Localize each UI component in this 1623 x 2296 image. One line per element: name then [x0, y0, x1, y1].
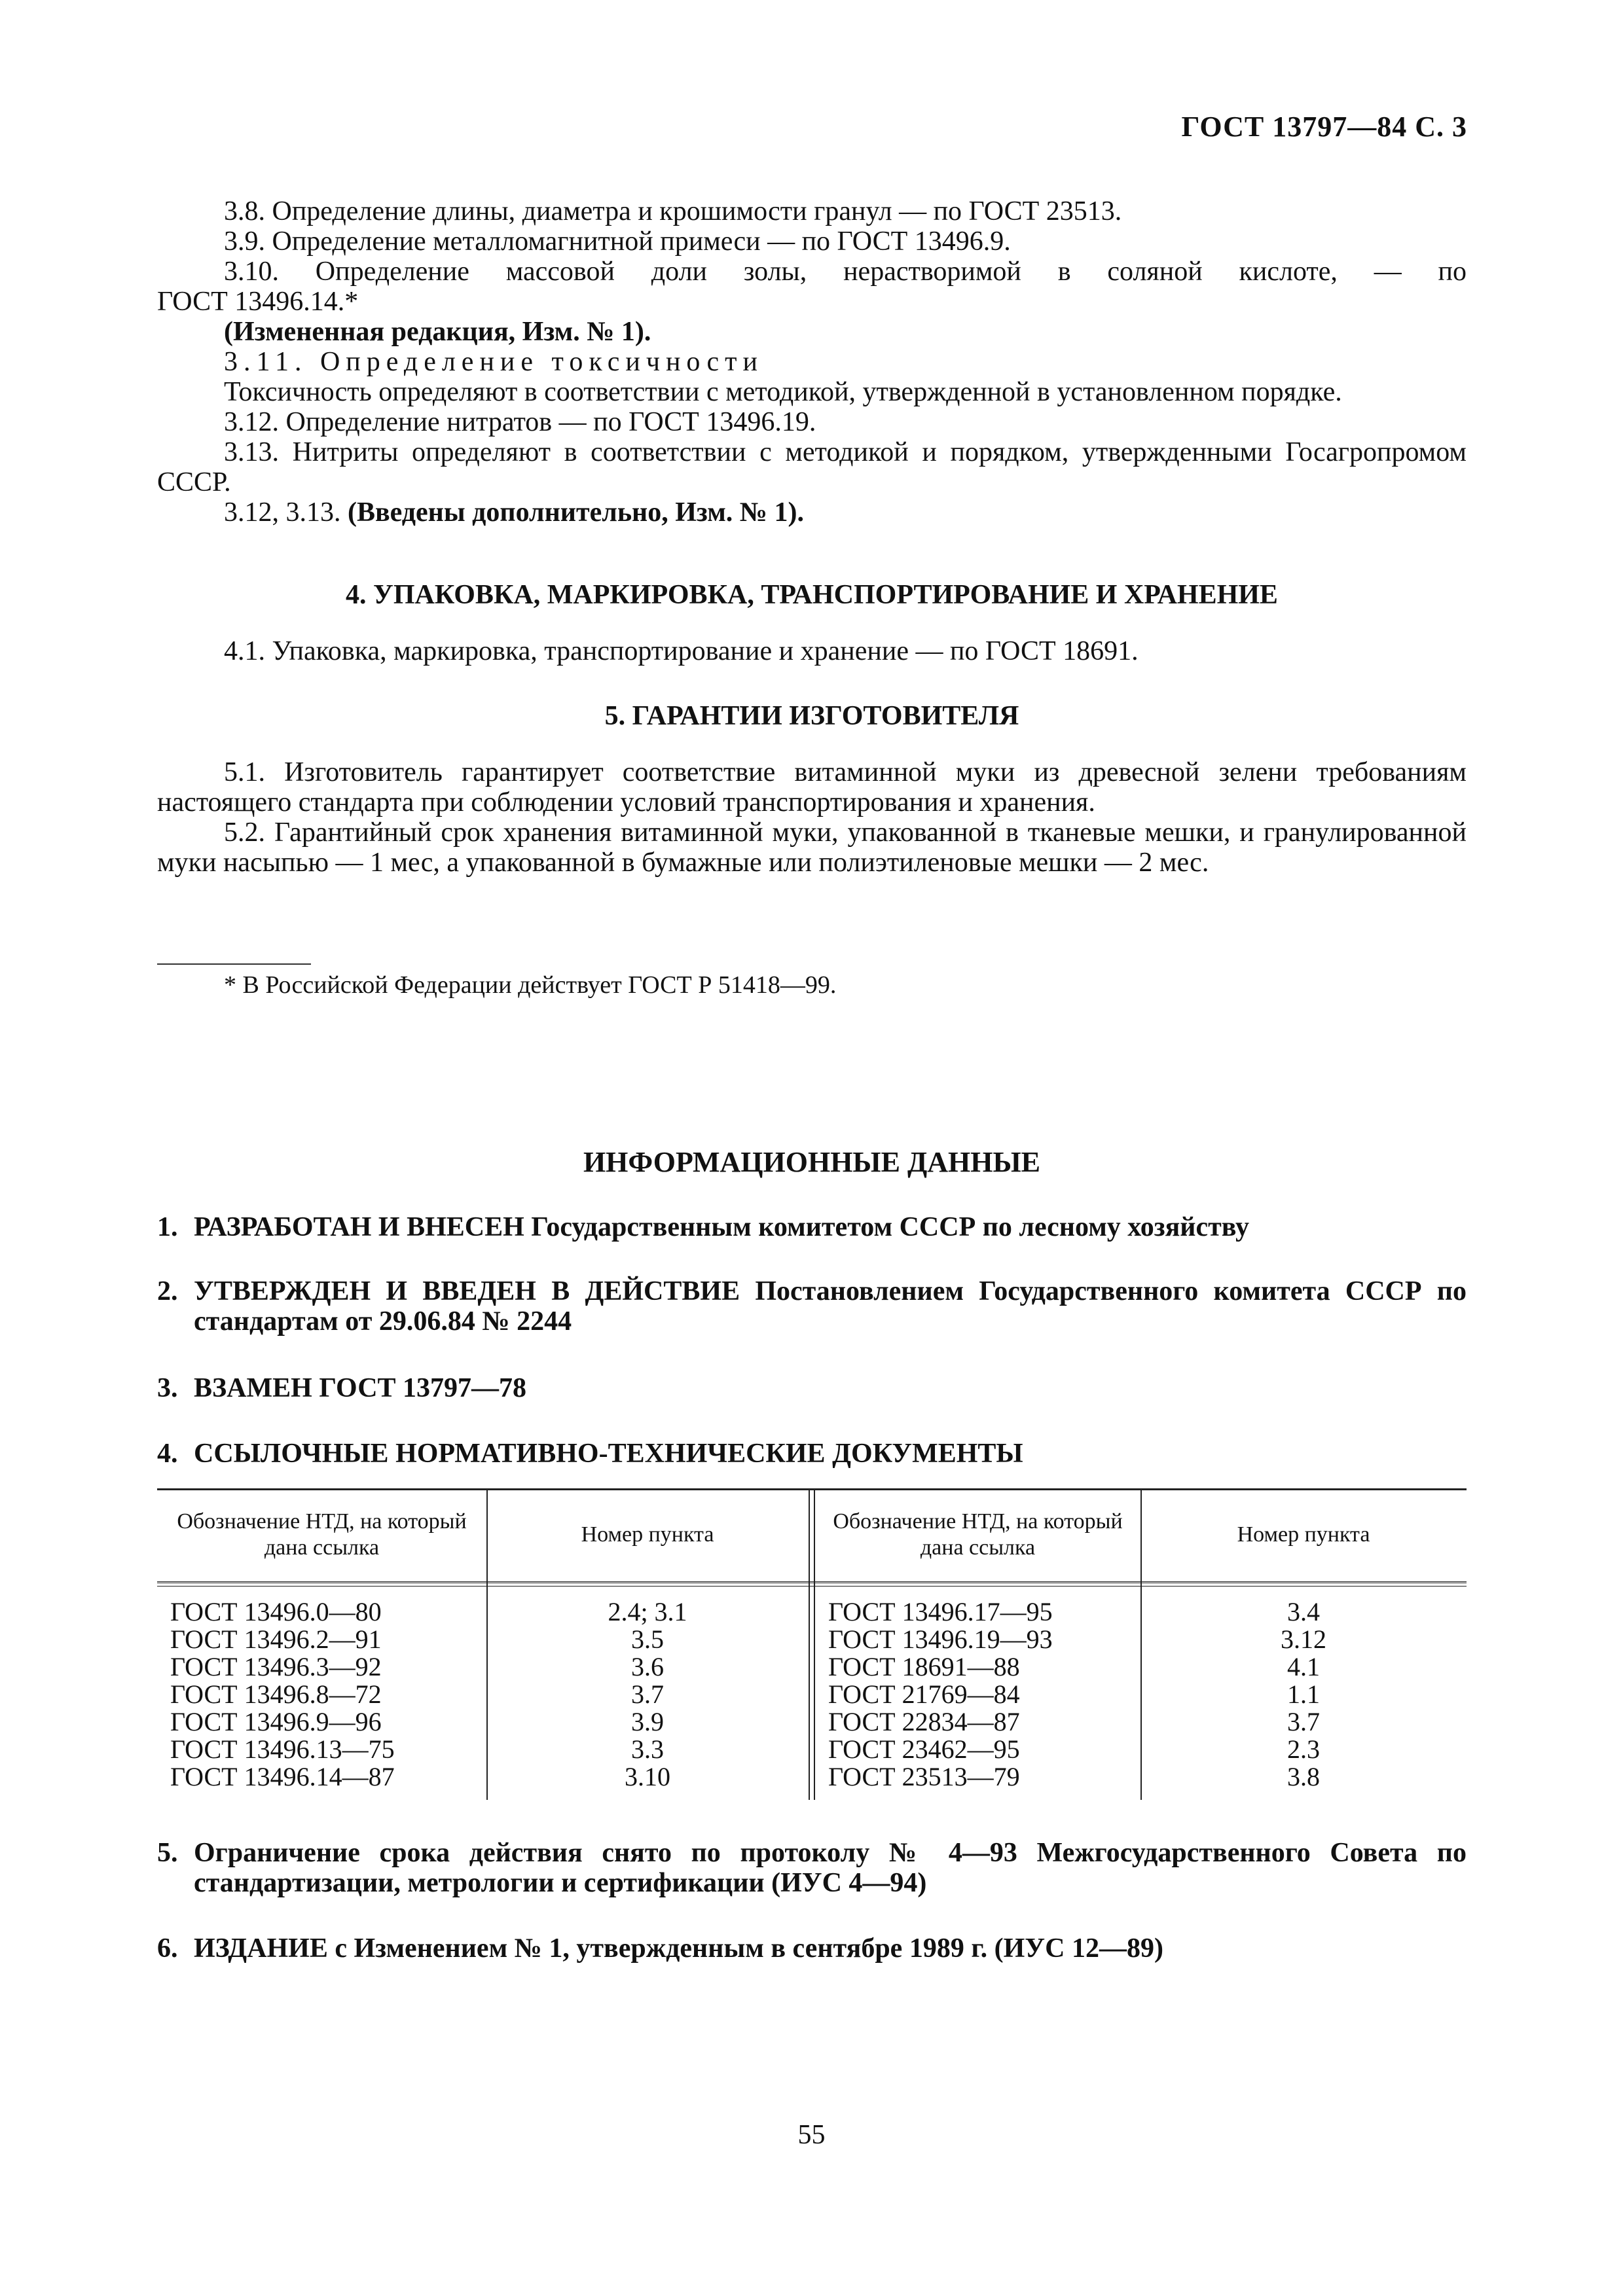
table-cell: ГОСТ 22834—87	[828, 1707, 1020, 1736]
table-column-right-docs	[815, 1598, 1140, 1791]
table-cell: 2.3	[1287, 1734, 1320, 1764]
info-item-number: 3.	[157, 1373, 178, 1403]
table-cell: 3.6	[631, 1652, 664, 1681]
section-3-text	[157, 196, 1467, 528]
page-number: 55	[797, 2120, 826, 2150]
info-item-number: 6.	[157, 1933, 178, 1964]
table-cell: 3.5	[631, 1624, 664, 1654]
info-item-4	[157, 1439, 1467, 1469]
table-cell: 3.3	[631, 1734, 664, 1764]
footnote-divider	[157, 963, 311, 965]
amendment-note-text: (Введены дополнительно, Изм. № 1).	[348, 497, 804, 528]
amendment-note-3-12-3-13	[157, 497, 1467, 528]
info-item-text: ИЗДАНИЕ с Изменением № 1, утвержденным в сентябре 1989 г. (ИУС 12—89)	[194, 1933, 1163, 1964]
table-cell: ГОСТ 13496.0—80	[170, 1597, 382, 1626]
table-cell: ГОСТ 13496.17—95	[828, 1597, 1053, 1626]
table-cell: ГОСТ 23513—79	[828, 1762, 1020, 1791]
paragraph-5-1: 5.1. Изготовитель гарантирует соответствие витаминной муки из древесной зелени требованиям настоящего стандарта при соблюдении условий транспортирования и хранения.	[157, 757, 1467, 817]
table-cell: 3.7	[631, 1679, 664, 1709]
table-cell: ГОСТ 23462—95	[828, 1734, 1020, 1764]
info-item-text: РАЗРАБОТАН И ВНЕСЕН Государственным комитетом СССР по лесному хозяйству	[194, 1212, 1250, 1242]
paragraph-5-2: 5.2. Гарантийный срок хранения витаминной муки, упакованной в тканевые мешки, и гранулированной муки насыпью — 1 мес, а упакованной в бумажные или полиэтиленовые мешки — 2 мес.	[157, 817, 1467, 878]
table-center-divider	[809, 1488, 815, 1800]
table-cell: ГОСТ 13496.2—91	[170, 1624, 382, 1654]
info-item-text: Ограничение срока действия снято по протоколу № 4—93 Межгосударственного Совета по стандартизации, метрологии и сертификации (ИУС 4—94)	[194, 1838, 1467, 1898]
table-cell: 3.4	[1287, 1597, 1320, 1626]
info-item-5	[157, 1838, 1467, 1898]
info-item-3	[157, 1373, 1467, 1403]
table-column-left-clauses	[486, 1598, 809, 1791]
info-item-1	[157, 1212, 1467, 1242]
section-4-text	[157, 636, 1467, 666]
paragraph-3-10-line-1: 3.10. Определение массовой доли золы, нерастворимой в соляной кислоте, — по	[224, 257, 1467, 287]
table-cell: 3.12	[1281, 1624, 1326, 1654]
table-cell: 3.9	[631, 1707, 664, 1736]
info-item-text: ВЗАМЕН ГОСТ 13797—78	[194, 1373, 527, 1403]
table-cell: ГОСТ 13496.13—75	[170, 1734, 395, 1764]
amendment-note-prefix: 3.12, 3.13.	[224, 497, 348, 528]
table-cell: ГОСТ 13496.3—92	[170, 1652, 382, 1681]
section-5-text	[157, 757, 1467, 878]
table-cell: ГОСТ 13496.19—93	[828, 1624, 1053, 1654]
info-item-2	[157, 1276, 1467, 1336]
paragraph-4-1: 4.1. Упаковка, маркировка, транспортирование и хранение — по ГОСТ 18691.	[224, 636, 1139, 666]
paragraph-3-11-title: 3.11. Определение токсичности	[224, 347, 763, 377]
table-cell: ГОСТ 13496.9—96	[170, 1707, 382, 1736]
document-header: ГОСТ 13797—84 С. 3	[1181, 111, 1467, 143]
table-cell: ГОСТ 13496.14—87	[170, 1762, 395, 1791]
info-item-number: 4.	[157, 1439, 178, 1469]
paragraph-3-12: 3.12. Определение нитратов — по ГОСТ 13496.19.	[224, 407, 816, 437]
table-cell: 1.1	[1287, 1679, 1320, 1709]
info-item-number: 1.	[157, 1212, 178, 1242]
info-section-title: ИНФОРМАЦИОННЫЕ ДАННЫЕ	[583, 1146, 1041, 1178]
info-item-number: 5.	[157, 1838, 178, 1868]
paragraph-3-9: 3.9. Определение металломагнитной примеси — по ГОСТ 13496.9.	[224, 226, 1011, 257]
table-column-right-clauses	[1140, 1598, 1467, 1791]
table-cell: ГОСТ 21769—84	[828, 1679, 1020, 1709]
table-header-document: Обозначение НТД, на который дана ссылка	[177, 1509, 467, 1560]
table-cell: ГОСТ 18691—88	[828, 1652, 1020, 1681]
table-column-left-docs	[157, 1598, 486, 1791]
table-cell: 3.10	[625, 1762, 670, 1791]
paragraph-3-10-line-2: ГОСТ 13496.14.*	[157, 287, 359, 317]
table-cell: 2.4; 3.1	[608, 1597, 687, 1626]
paragraph-3-13: 3.13. Нитриты определяют в соответствии с методикой и порядком, утвержденными Госагропромом СССР.	[157, 437, 1467, 497]
info-item-number: 2.	[157, 1276, 178, 1306]
table-cell: 3.7	[1287, 1707, 1320, 1736]
info-item-text: УТВЕРЖДЕН И ВВЕДЕН В ДЕЙСТВИЕ Постановлением Государственного комитета СССР по стандартам от 29.06.84 № 2244	[194, 1276, 1467, 1336]
section-5-title: 5. ГАРАНТИИ ИЗГОТОВИТЕЛЯ	[604, 701, 1019, 731]
paragraph-3-11-text: Токсичность определяют в соответствии с методикой, утвержденной в установленном порядке.	[224, 377, 1342, 407]
table-cell: 3.8	[1287, 1762, 1320, 1791]
table-header-clause: Номер пункта	[581, 1522, 714, 1547]
info-item-6	[157, 1933, 1467, 1964]
table-cell: 4.1	[1287, 1652, 1320, 1681]
table-cell: ГОСТ 13496.8—72	[170, 1679, 382, 1709]
section-4-title: 4. УПАКОВКА, МАРКИРОВКА, ТРАНСПОРТИРОВАНИЕ И ХРАНЕНИЕ	[346, 580, 1278, 610]
reference-documents-table	[157, 1488, 1467, 1803]
amendment-note-3-10: (Измененная редакция, Изм. № 1).	[224, 317, 651, 347]
footnote: * В Российской Федерации действует ГОСТ Р 51418—99.	[224, 971, 837, 999]
paragraph-3-8: 3.8. Определение длины, диаметра и крошимости гранул — по ГОСТ 23513.	[224, 196, 1122, 226]
table-header-clause: Номер пункта	[1237, 1522, 1370, 1547]
info-item-text: ССЫЛОЧНЫЕ НОРМАТИВНО-ТЕХНИЧЕСКИЕ ДОКУМЕНТЫ	[194, 1439, 1023, 1469]
table-header-document: Обозначение НТД, на который дана ссылка	[833, 1509, 1123, 1560]
